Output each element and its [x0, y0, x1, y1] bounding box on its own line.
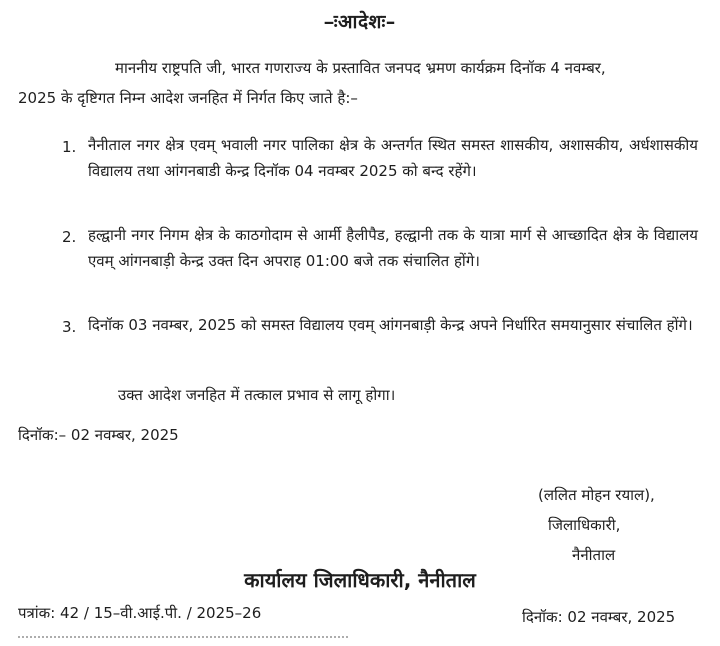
signatory-place: नैनीताल — [572, 546, 616, 564]
order-item-text: हल्द्वानी नगर निगम क्षेत्र के काठगोदाम से आर्मी हैलीपैड, हल्द्वानी तक के यात्रा मार्ग से आच्छादित क्षेत्र के विद्यालय एवम् आंगनबाड़ी केन्द्र उक्त दिन अपराह 01:00 बजे तक संचालित होंगे। — [88, 226, 698, 270]
intro-line-1: माननीय राष्ट्रपति जी, भारत गणराज्य के प्रस्तावित जनपद भ्रमण कार्यक्रम दिनॉक 4 नवम्बर, — [115, 59, 606, 77]
order-item-text: नैनीताल नगर क्षेत्र एवम् भवाली नगर पालिका क्षेत्र के अन्तर्गत स्थित समस्त शासकीय, अशासकीय, अर्धशासकीय विद्यालय तथा आंगनबाडी केन्द्र दिनॉक 04 नवम्बर 2025 को बन्द रहेंगे। — [88, 136, 698, 180]
order-item-text: दिनॉक 03 नवम्बर, 2025 को समस्त विद्यालय एवम् आंगनबाड़ी केन्द्र अपने निर्धारित समयानुसार संचालित होंगे। — [88, 316, 693, 334]
intro-line-2: 2025 के दृष्टिगत निम्न आदेश जनहित में निर्गत किए जाते है:– — [18, 89, 358, 107]
closing-statement: उक्त आदेश जनहित में तत्काल प्रभाव से लागू होगा। — [118, 386, 396, 404]
signatory-name: (ललित मोहन रयाल), — [538, 486, 655, 504]
item-number: 3. — [62, 318, 77, 336]
office-heading: कार्यालय जिलाधिकारी, नैनीताल — [244, 568, 476, 592]
signatory-designation: जिलाधिकारी, — [548, 516, 621, 534]
cut-off-text-divider — [18, 636, 348, 644]
order-date: दिनॉक:– 02 नवम्बर, 2025 — [18, 426, 179, 444]
reference-number: पत्रांक: 42 / 15–वी.आई.पी. / 2025–26 — [18, 604, 262, 622]
order-title: –ःआदेशः– — [324, 11, 396, 33]
office-date: दिनॉक: 02 नवम्बर, 2025 — [522, 608, 676, 626]
item-number: 2. — [62, 228, 77, 246]
item-number: 1. — [62, 138, 77, 156]
